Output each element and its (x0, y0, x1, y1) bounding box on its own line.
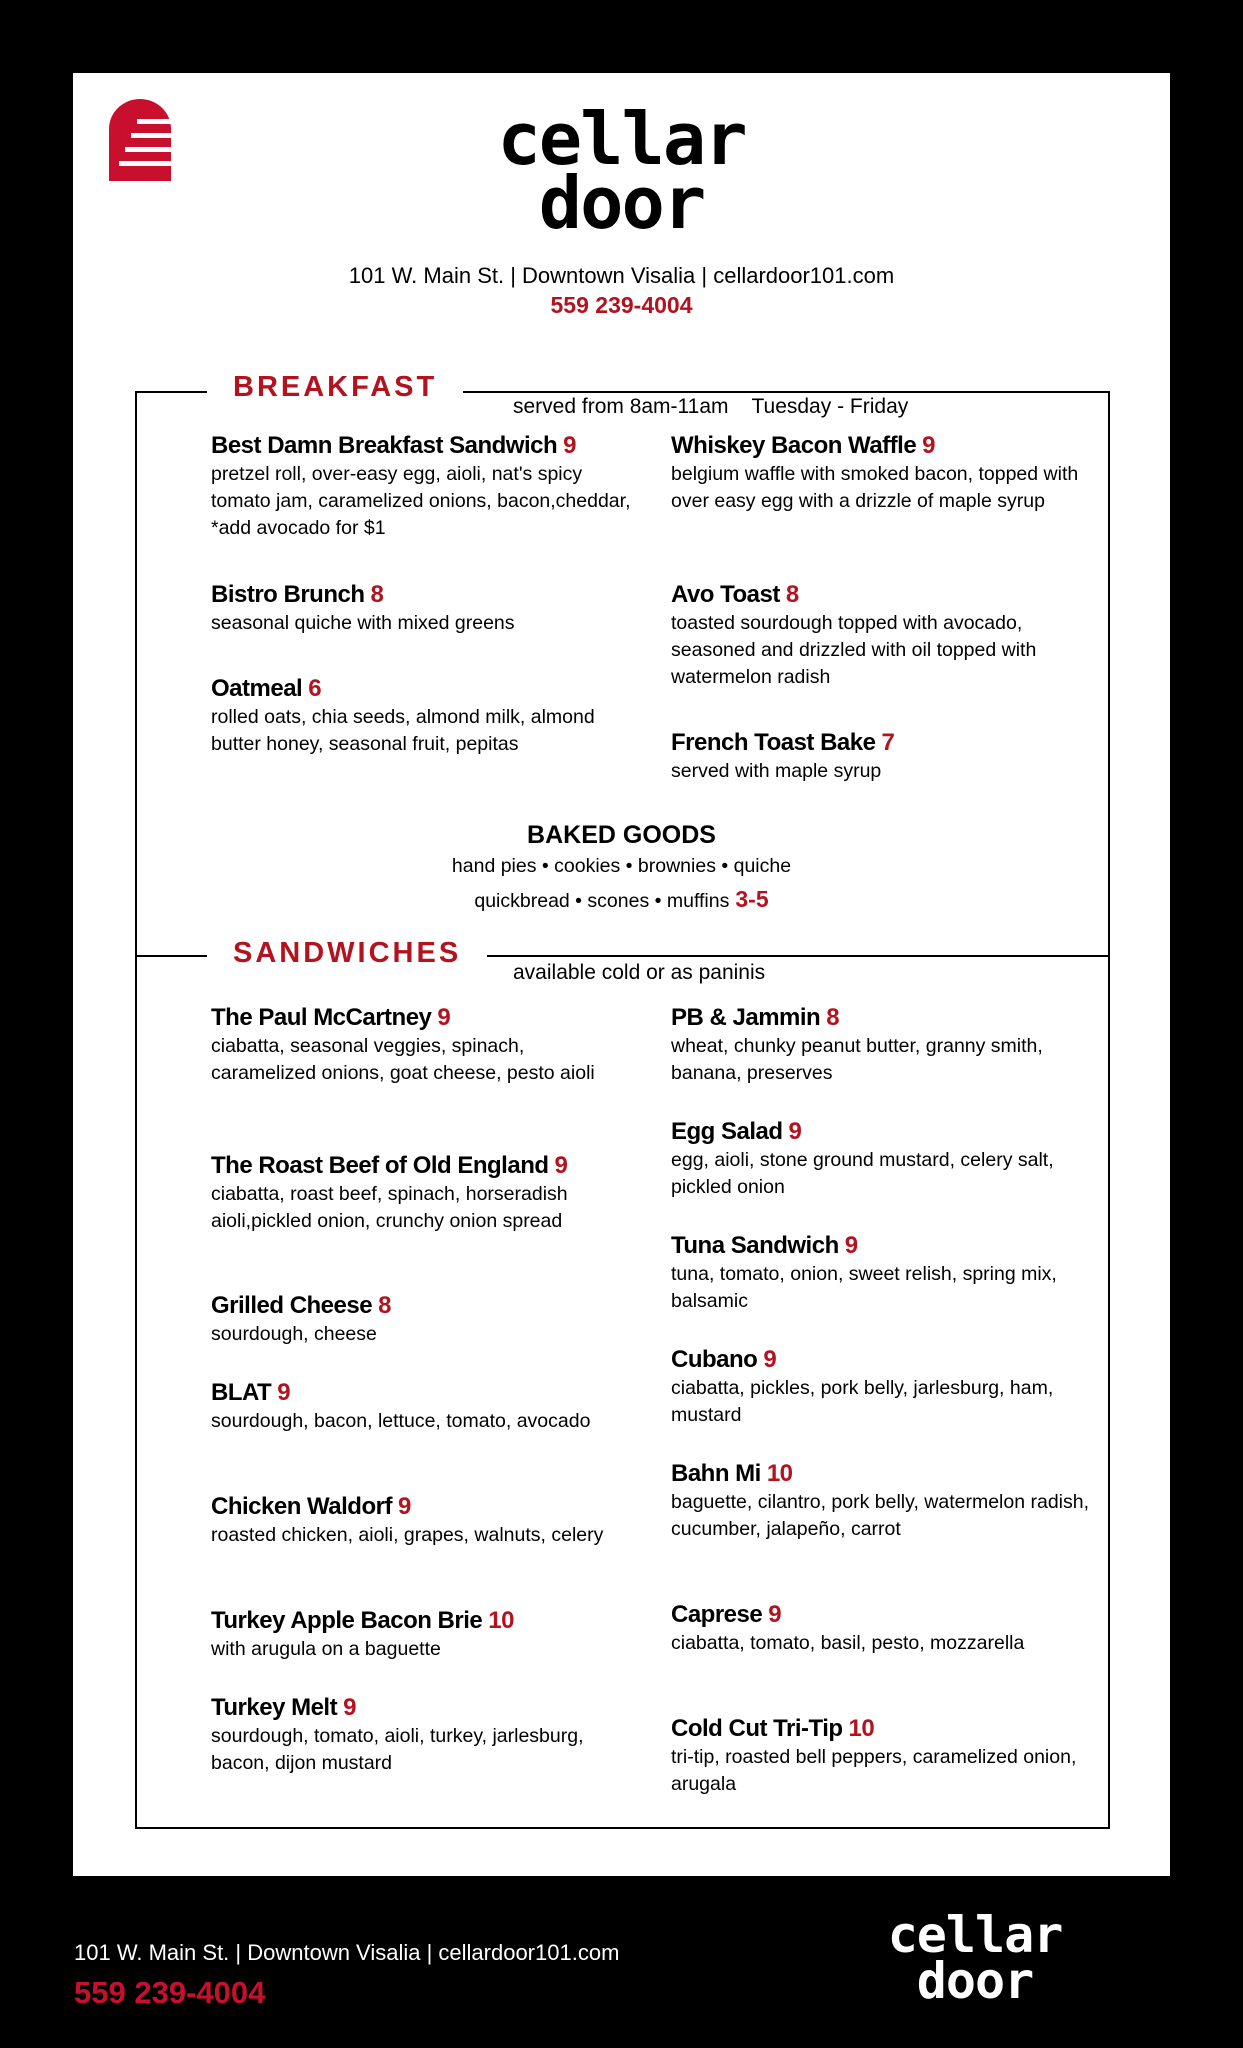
item-price: 9 (768, 1601, 782, 1628)
header-phone[interactable]: 559 239-4004 (550, 292, 693, 318)
item-name: BLAT (211, 1379, 272, 1406)
baked-goods (73, 821, 1170, 918)
item-description: served with maple syrup (671, 760, 882, 782)
item-price: 6 (308, 675, 322, 702)
menu-item (211, 1003, 631, 1087)
item-description: toasted sourdough topped with avocado, seasoned and drizzled with oil topped with watermelon radish (671, 612, 1037, 688)
item-price: 8 (378, 1292, 391, 1319)
item-price: 9 (844, 1232, 858, 1259)
item-description: ciabatta, roast beef, spinach, horseradish aioli,pickled onion, crunchy onion spread (211, 1183, 568, 1232)
item-description: wheat, chunky peanut butter, granny smith, banana, preserves (671, 1035, 1043, 1084)
breakfast-heading: BREAKFAST (207, 371, 463, 404)
item-price: 10 (766, 1460, 793, 1487)
item-price: 9 (788, 1118, 802, 1145)
footer-brand-line-2: door (916, 1952, 1034, 2010)
baked-goods-line-2: quickbread • scones • muffins (474, 890, 730, 912)
item-description: tri-tip, roasted bell peppers, caramelized onion, arugala (671, 1746, 1077, 1795)
item-name: Cold Cut Tri-Tip (671, 1715, 843, 1742)
item-description: pretzel roll, over-easy egg, aioli, nat's spicy tomato jam, caramelized onions, bacon,cheddar, *add avocado for $1 (211, 463, 631, 539)
item-description: rolled oats, chia seeds, almond milk, almond butter honey, seasonal fruit, pepitas (211, 706, 595, 755)
brand-line-1: cellar (497, 97, 746, 181)
menu-item (671, 580, 1091, 691)
menu-item (211, 1693, 631, 1777)
baked-goods-title: BAKED GOODS (527, 821, 716, 849)
menu-item (211, 1291, 631, 1348)
item-description: egg, aioli, stone ground mustard, celery salt, pickled onion (671, 1149, 1054, 1198)
item-name: Whiskey Bacon Waffle (671, 432, 917, 459)
item-price: 8 (826, 1004, 840, 1031)
menu-item (671, 1600, 1091, 1657)
item-price: 9 (343, 1694, 356, 1721)
menu-item (671, 1117, 1091, 1201)
item-description: seasonal quiche with mixed greens (211, 612, 515, 634)
item-name: Best Damn Breakfast Sandwich (211, 432, 558, 459)
menu-item (671, 1345, 1091, 1429)
item-name: The Roast Beef of Old England (211, 1152, 549, 1179)
menu-item (211, 1492, 631, 1549)
footer-phone[interactable]: 559 239-4004 (74, 1975, 266, 2010)
item-name: Chicken Waldorf (211, 1493, 392, 1520)
menu-item (211, 1378, 631, 1435)
item-price: 8 (370, 581, 384, 608)
item-name: Bahn Mi (671, 1460, 761, 1487)
item-price: 10 (848, 1715, 875, 1742)
footer-brand-wordmark (860, 1906, 1090, 2010)
item-name: Cubano (671, 1346, 758, 1373)
item-description: sourdough, bacon, lettuce, tomato, avocado (211, 1410, 591, 1432)
item-price: 9 (554, 1152, 568, 1179)
footer-address: 101 W. Main St. | Downtown Visalia | cellardoor101.com (74, 1940, 620, 1965)
item-name: Bistro Brunch (211, 581, 365, 608)
item-name: Turkey Apple Bacon Brie (211, 1607, 483, 1634)
menu-item (671, 1459, 1091, 1543)
menu-item (211, 580, 631, 637)
menu-item (671, 1231, 1091, 1315)
menu-item (671, 431, 1091, 515)
brand-wordmark (73, 97, 1170, 245)
item-price: 10 (488, 1607, 514, 1634)
menu-item (211, 431, 631, 542)
sandwiches-heading: SANDWICHES (207, 937, 487, 970)
item-name: French Toast Bake (671, 729, 876, 756)
item-description: belgium waffle with smoked bacon, topped with over easy egg with a drizzle of maple syrup (671, 463, 1079, 512)
item-description: tuna, tomato, onion, sweet relish, spring mix, balsamic (671, 1263, 1057, 1312)
item-name: Egg Salad (671, 1118, 783, 1145)
menu-item (211, 674, 631, 758)
breakfast-note: served from 8am-11am Tuesday - Friday (513, 395, 909, 418)
sandwiches-note: available cold or as paninis (513, 961, 766, 984)
item-price: 9 (763, 1346, 777, 1373)
item-description: baguette, cilantro, pork belly, watermelon radish, cucumber, jalapeño, carrot (671, 1491, 1090, 1540)
item-description: ciabatta, pickles, pork belly, jarlesburg, ham, mustard (671, 1377, 1054, 1426)
item-price: 8 (785, 581, 799, 608)
menu-item (671, 728, 1091, 785)
menu-card (73, 73, 1170, 1876)
item-price: 7 (881, 729, 895, 756)
menu-item (211, 1151, 631, 1235)
item-description: sourdough, cheese (211, 1323, 377, 1345)
item-price: 9 (437, 1004, 451, 1031)
item-description: with arugula on a baguette (211, 1638, 441, 1660)
item-name: Tuna Sandwich (671, 1232, 839, 1259)
brand-line-2: door (538, 161, 705, 245)
item-price: 9 (277, 1379, 291, 1406)
item-price: 9 (397, 1493, 411, 1520)
item-name: PB & Jammin (671, 1004, 821, 1031)
menu-item (671, 1714, 1091, 1798)
item-name: Turkey Melt (211, 1694, 338, 1721)
item-description: ciabatta, tomato, basil, pesto, mozzarella (671, 1632, 1025, 1654)
item-name: Oatmeal (211, 675, 303, 702)
item-name: The Paul McCartney (211, 1004, 432, 1031)
item-description: roasted chicken, aioli, grapes, walnuts, celery (211, 1524, 604, 1546)
item-description: ciabatta, seasonal veggies, spinach, caramelized onions, goat cheese, pesto aioli (211, 1035, 595, 1084)
menu-item (211, 1606, 631, 1663)
baked-goods-price: 3-5 (735, 886, 769, 912)
item-price: 9 (563, 432, 576, 459)
item-name: Avo Toast (671, 581, 780, 608)
footer-brand-line-1: cellar (887, 1906, 1063, 1964)
baked-goods-line-1: hand pies • cookies • brownies • quiche (451, 855, 792, 877)
menu-item (671, 1003, 1091, 1087)
item-name: Caprese (671, 1601, 763, 1628)
header-address: 101 W. Main St. | Downtown Visalia | cellardoor101.com (348, 263, 895, 288)
item-price: 9 (922, 432, 936, 459)
item-description: sourdough, tomato, aioli, turkey, jarlesburg, bacon, dijon mustard (211, 1725, 584, 1774)
item-name: Grilled Cheese (211, 1292, 373, 1319)
